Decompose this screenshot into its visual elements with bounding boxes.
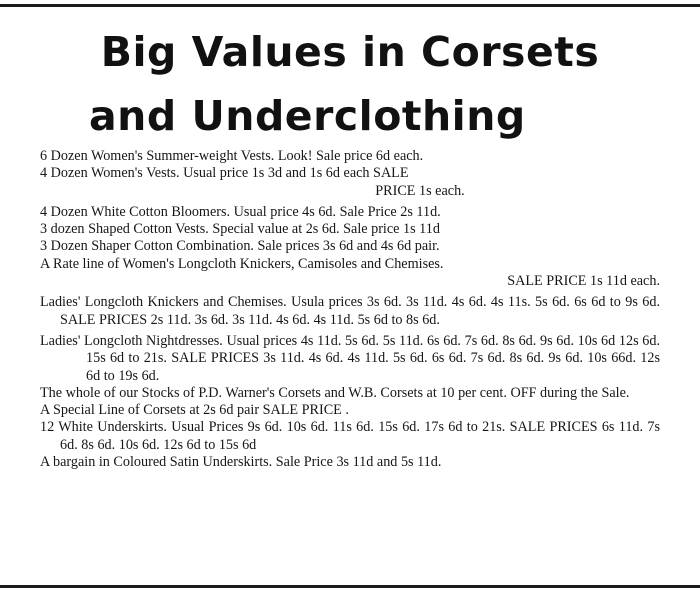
- item-text: A bargain in Coloured Satin Underskirts. Sale Price 3s 11d and 5s 11d.: [40, 454, 442, 471]
- list-item: [40, 294, 660, 329]
- headline-line-2: and Underclothing: [89, 92, 526, 140]
- list-item: [40, 402, 660, 419]
- item-tail: SALE PRICE 1s 11d each.: [507, 273, 660, 290]
- list-item: [40, 165, 660, 200]
- item-text: 6 Dozen Women's Summer-weight Vests. Look! Sale price 6d each.: [40, 148, 424, 164]
- list-item: [40, 238, 660, 255]
- list-item: [40, 204, 660, 221]
- list-item: [40, 256, 660, 291]
- item-text: A Rate line of Women's Longcloth Knickers, Camisoles and Chemises.: [40, 255, 444, 272]
- item-text: 4 Dozen White Cotton Bloomers. Usual price 4s 6d. Sale Price 2s 11d.: [40, 203, 441, 220]
- advert-body: [40, 148, 660, 471]
- list-item: [40, 148, 660, 165]
- item-text: The whole of our Stocks of P.D. Warner's Corsets and W.B. Corsets at 10 per cent. OFF during the Sale.: [40, 384, 630, 401]
- list-item: [40, 221, 660, 238]
- item-text: Ladies' Longcloth Knickers and Chemises. Usula prices 3s 6d. 3s 11d. 4s 6d. 4s 11s. 5s 6d. 6s 6d to 9s 6d. SALE PRICES 2s 11d. 3s 6d. 3s 11d. 4s 6d. 4s 11d. 5s 6d to 8s 6d.: [40, 294, 660, 328]
- item-text: A Special Line of Corsets at 2s 6d pair SALE PRICE .: [40, 402, 349, 419]
- item-text: 12 White Underskirts. Usual Prices 9s 6d. 10s 6d. 11s 6d. 15s 6d. 17s 6d to 21s. SALE PRICES 6s 11d. 7s 6d. 8s 6d. 10s 6d. 12s 6d to 15s 6d: [40, 419, 660, 453]
- list-item: [40, 333, 660, 385]
- item-tail: PRICE 1s each.: [375, 182, 465, 199]
- headline-line-1: Big Values in Corsets: [100, 28, 600, 76]
- item-text: Ladies' Longcloth Nightdresses. Usual prices 4s 11d. 5s 6d. 5s 11d. 6s 6d. 7s 6d. 8s 6d. 9s 6d. 10s 6d 12s 6d. 15s 6d to 21s. SALE PRICES 3s 11d. 4s 6d. 4s 11d. 5s 6d. 6s 6d. 7s 6d. 8s 6d. 9s 6d. 10s 66d. 12s 6d to 19s 6d.: [40, 332, 660, 384]
- item-text: 4 Dozen Women's Vests. Usual price 1s 3d and 1s 6d each SALE: [40, 165, 409, 182]
- bottom-rule: [0, 585, 700, 588]
- item-text: 3 dozen Shaped Cotton Vests. Special value at 2s 6d. Sale price 1s 11d: [40, 221, 440, 238]
- top-rule: [0, 4, 700, 7]
- list-item: [40, 454, 660, 471]
- list-item: [40, 385, 660, 402]
- list-item: [40, 419, 660, 454]
- item-text: 3 Dozen Shaper Cotton Combination. Sale prices 3s 6d and 4s 6d pair.: [40, 238, 440, 255]
